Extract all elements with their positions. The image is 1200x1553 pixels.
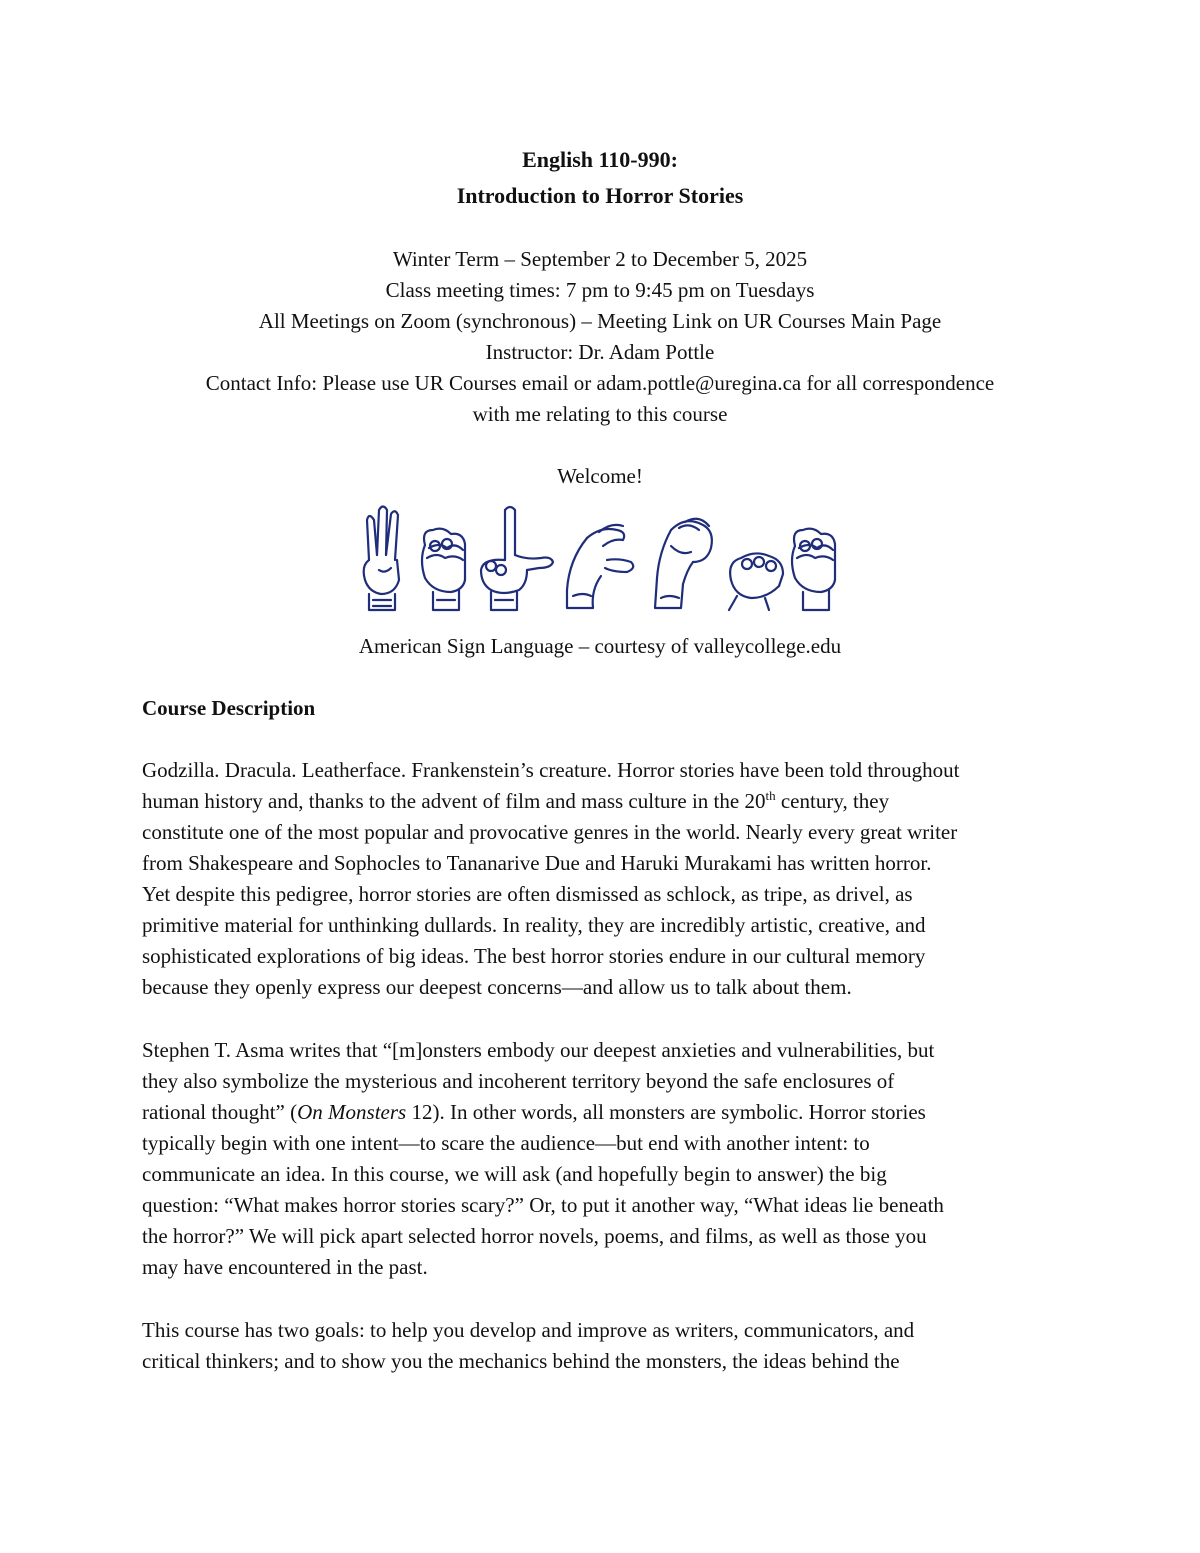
para3-line: This course has two goals: to help you develop and improve as writers, communicators, and <box>142 1318 915 1342</box>
para2-line: question: “What makes horror stories scary?” Or, to put it another way, “What ideas lie beneath <box>142 1193 944 1217</box>
image-caption: American Sign Language – courtesy of valleycollege.edu <box>358 634 842 658</box>
para3-line: critical thinkers; and to show you the mechanics behind the monsters, the ideas behind the <box>142 1349 900 1373</box>
book-title: On Monsters <box>297 1100 407 1124</box>
contact-info-line2: with me relating to this course <box>472 402 728 426</box>
para2-line: typically begin with one intent—to scare the audience—but end with another intent: to <box>142 1131 870 1155</box>
para2-line: the horror?” We will pick apart selected horror novels, poems, and films, as well as those you <box>142 1224 927 1248</box>
asl-hand-c <box>567 525 633 608</box>
asl-hand-e <box>422 529 465 610</box>
course-title: Introduction to Horror Stories <box>456 183 744 208</box>
para2-line: they also symbolize the mysterious and incoherent territory beyond the safe enclosures of <box>142 1069 895 1093</box>
meeting-location: All Meetings on Zoom (synchronous) – Meeting Link on UR Courses Main Page <box>258 309 942 333</box>
welcome-text: Welcome! <box>557 464 643 488</box>
course-code: English 110-990: <box>522 147 678 172</box>
asl-hand-l <box>481 507 553 610</box>
contact-info-line1: Contact Info: Please use UR Courses email or adam.pottle@uregina.ca for all correspondence <box>205 371 995 395</box>
paragraph-3 <box>142 1315 1062 1377</box>
para2-line: communicate an idea. In this course, we will ask (and hopefully begin to answer) the big <box>142 1162 887 1186</box>
asl-hand-w <box>364 507 399 611</box>
para1-line: Godzilla. Dracula. Leatherface. Frankenstein’s creature. Horror stories have been told throughout <box>142 758 960 782</box>
para1-line: primitive material for unthinking dullards. In reality, they are incredibly artistic, creative, and <box>142 913 926 937</box>
paragraph-2 <box>142 1035 1062 1283</box>
instructor: Instructor: Dr. Adam Pottle <box>485 340 715 364</box>
para1-line: Yet despite this pedigree, horror stories are often dismissed as schlock, as tripe, as drivel, as <box>142 882 913 906</box>
asl-welcome-image <box>355 500 845 615</box>
asl-hand-o <box>655 519 712 608</box>
course-info <box>0 244 1200 430</box>
para2-line: may have encountered in the past. <box>142 1255 428 1279</box>
para1-line: human history and, thanks to the advent of film and mass culture in the 20th century, they <box>142 788 890 813</box>
para1-line: from Shakespeare and Sophocles to Tananarive Due and Haruki Murakami has written horror. <box>142 851 932 875</box>
term-dates: Winter Term – September 2 to December 5, 2025 <box>392 247 808 271</box>
para1-line: constitute one of the most popular and provocative genres in the world. Nearly every great writer <box>142 820 958 844</box>
para2-line: Stephen T. Asma writes that “[m]onsters embody our deepest anxieties and vulnerabilities, but <box>142 1038 935 1062</box>
para2-line: rational thought” (On Monsters 12). In other words, all monsters are symbolic. Horror stories <box>142 1100 926 1124</box>
section-heading: Course Description <box>142 696 316 720</box>
paragraph-1 <box>142 755 1062 1003</box>
para1-line: because they openly express our deepest concerns—and allow us to talk about them. <box>142 975 852 999</box>
meeting-times: Class meeting times: 7 pm to 9:45 pm on Tuesdays <box>385 278 815 302</box>
para1-line: sophisticated explorations of big ideas. The best horror stories endure in our cultural memory <box>142 944 926 968</box>
asl-hand-e2 <box>792 529 835 610</box>
asl-hand-m <box>729 553 783 610</box>
